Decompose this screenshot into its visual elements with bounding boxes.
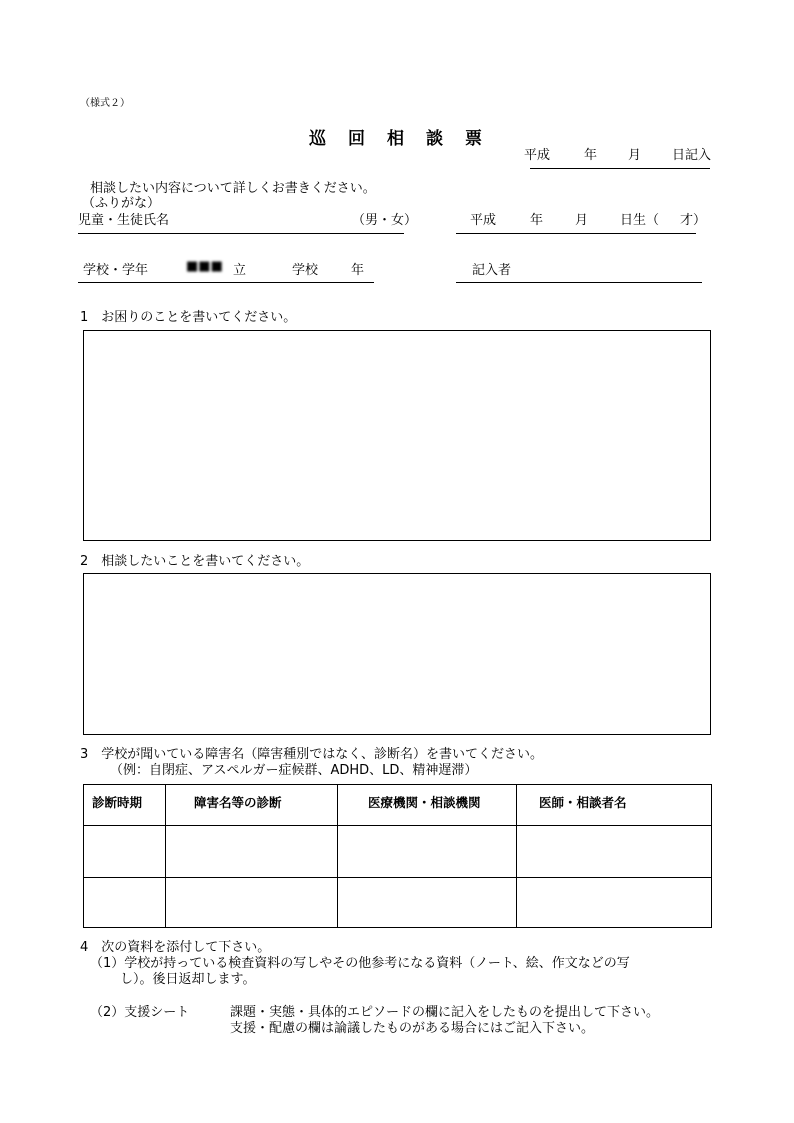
table-cell[interactable] (84, 877, 166, 927)
table-cell[interactable] (517, 877, 712, 927)
section-1-heading: 1 お困りのことを書いてください。 (80, 310, 297, 325)
table-cell[interactable] (338, 877, 517, 927)
troubles-textbox[interactable] (83, 330, 711, 541)
title-char: 談 (426, 129, 443, 149)
attachment-item-2-line-1: 課題・実態・具体的エピソードの欄に記入をしたものを提出して下さい。 (230, 1005, 660, 1020)
attachment-item-2-line-2: 支援・配慮の欄は論議したものがある場合にはご記入下さい。 (230, 1021, 595, 1036)
attachment-item-2-label: （2）支援シート (90, 1005, 190, 1020)
header-doctor: 医師・相談者名 (517, 785, 712, 826)
birth-age: 才） (680, 213, 707, 228)
school-word: 学校 (292, 263, 319, 278)
title-char: 巡 (309, 129, 326, 149)
school-label: 学校・学年 (83, 263, 149, 278)
writer-field[interactable] (456, 282, 702, 283)
table-cell[interactable] (84, 825, 166, 877)
diagnosis-table (83, 784, 712, 928)
table-header-row (84, 785, 712, 826)
date-year: 年 (584, 148, 598, 163)
furigana-label: （ふりがな） (82, 196, 161, 211)
section-3-example: （例：自閉症、アスペルガー症候群、ADHD、LD、精神遅滞） (110, 763, 478, 778)
form-number: （様式２） (80, 98, 130, 109)
intro-text: 相談したい内容について詳しくお書きください。 (90, 181, 376, 196)
attachment-item-1-line-1: （1）学校が持っている検査資料の写しやその他参考になる資料（ノート、絵、作文などの写 (90, 956, 630, 971)
title-char: 票 (465, 129, 482, 149)
page-title (309, 124, 482, 149)
section-2-heading: 2 相談したいことを書いてください。 (80, 554, 310, 569)
section-3-heading: 3 学校が聞いている障害名（障害種別ではなく、診断名）を書いてください。 (80, 747, 544, 762)
attachment-item-1-line-2: し）。後日返却します。 (120, 972, 256, 987)
birth-era: 平成 (470, 213, 497, 228)
birth-month: 月 (575, 213, 589, 228)
birth-day: 日生（ (620, 213, 660, 228)
table-cell[interactable] (517, 825, 712, 877)
gender-choice: （男・女） (352, 213, 418, 228)
school-field[interactable] (78, 282, 374, 283)
table-row (84, 877, 712, 927)
title-char: 回 (348, 129, 365, 149)
date-day: 日記入 (672, 148, 712, 163)
table-cell[interactable] (166, 825, 338, 877)
header-institution: 医療機関・相談機関 (338, 785, 517, 826)
student-name-label: 児童・生徒氏名 (78, 213, 170, 228)
student-name-field[interactable] (78, 233, 404, 234)
school-redacted-mark: ■■■ (186, 259, 223, 274)
table-row (84, 825, 712, 877)
table-cell[interactable] (338, 825, 517, 877)
school-type: 立 (233, 263, 247, 278)
birth-year: 年 (530, 213, 544, 228)
header-diagnosis-name: 障害名等の診断 (166, 785, 338, 826)
birth-date-field[interactable] (456, 233, 696, 234)
writer-label: 記入者 (472, 263, 512, 278)
table-cell[interactable] (166, 877, 338, 927)
title-char: 相 (387, 129, 404, 149)
date-underline[interactable] (530, 168, 710, 169)
grade-word: 年 (351, 263, 365, 278)
header-diagnosis-date: 診断時期 (84, 785, 166, 826)
consultation-textbox[interactable] (83, 573, 711, 735)
date-month: 月 (628, 148, 642, 163)
date-era: 平成 (524, 148, 551, 163)
section-4-heading: 4 次の資料を添付して下さい。 (80, 940, 271, 955)
